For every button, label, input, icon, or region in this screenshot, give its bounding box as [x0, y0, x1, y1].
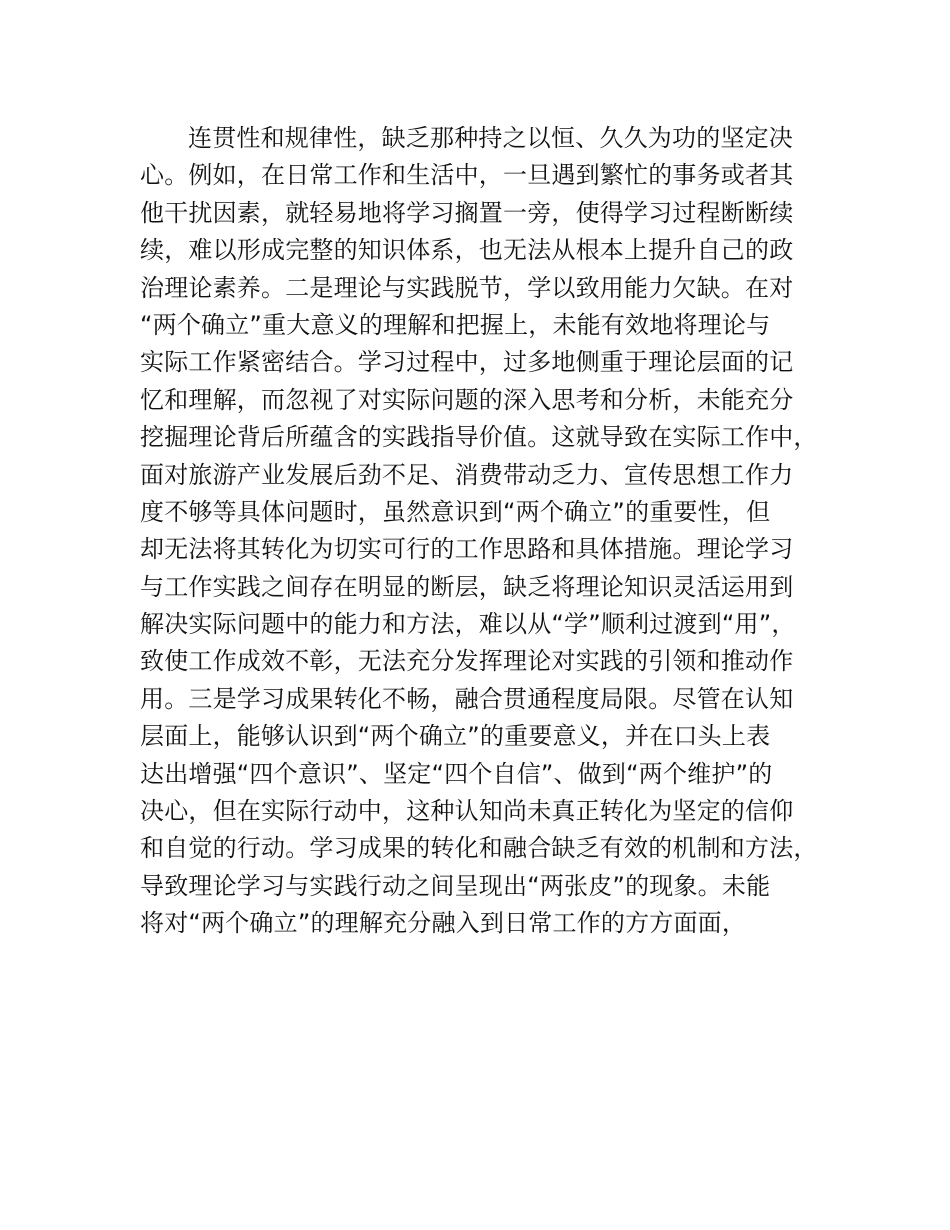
text-line: 导致理论学习与实践行动之间呈现出“两张皮”的现象。未能 — [140, 871, 771, 900]
text-line: 解决实际问题中的能力和方法，难以从“学”顺利过渡到“用”， — [140, 610, 796, 639]
text-line: 实际工作紧密结合。学习过程中，过多地侧重于理论层面的记 — [140, 348, 794, 377]
text-line: 治理论素养。二是理论与实践脱节，学以致用能力欠缺。在对 — [140, 273, 794, 302]
text-line: 和自觉的行动。学习成果的转化和融合缺乏有效的机制和方法， — [140, 834, 818, 863]
text-line: “两个确立”重大意义的理解和把握上，未能有效地将理论与 — [140, 310, 771, 339]
body-paragraph — [140, 120, 840, 943]
text-line: 却无法将其转化为切实可行的工作思路和具体措施。理论学习 — [140, 535, 794, 564]
text-line: 达出增强“四个意识”、坚定“四个自信”、做到“两个维护”的 — [140, 759, 773, 788]
text-line: 心。例如，在日常工作和生活中，一旦遇到繁忙的事务或者其 — [140, 161, 794, 190]
text-line: 度不够等具体问题时，虽然意识到“两个确立”的重要性，但 — [140, 497, 771, 526]
text-line: 忆和理解，而忽视了对实际问题的深入思考和分析，未能充分 — [140, 385, 794, 414]
text-line: 致使工作成效不彰，无法充分发挥理论对实践的引领和推动作 — [140, 647, 794, 676]
text-line: 面对旅游产业发展后劲不足、消费带动乏力、宣传思想工作力 — [140, 460, 794, 489]
text-line: 层面上，能够认识到“两个确立”的重要意义，并在口头上表 — [140, 722, 771, 751]
text-line: 决心，但在实际行动中，这种认知尚未真正转化为坚定的信仰 — [140, 797, 794, 826]
text-line: 与工作实践之间存在明显的断层，缺乏将理论知识灵活运用到 — [140, 572, 794, 601]
text-line: 连贯性和规律性，缺乏那种持之以恒、久久为功的坚定决 — [188, 124, 793, 152]
text-line: 他干扰因素，就轻易地将学习搁置一旁，使得学习过程断断续 — [140, 198, 794, 227]
text-line: 用。三是学习成果转化不畅，融合贯通程度局限。尽管在认知 — [140, 684, 794, 713]
text-line: 续，难以形成完整的知识体系，也无法从根本上提升自己的政 — [140, 236, 794, 265]
text-line: 挖掘理论背后所蕴含的实践指导价值。这就导致在实际工作中， — [140, 423, 818, 452]
text-line: 将对“两个确立”的理解充分融入到日常工作的方方面面， — [140, 909, 747, 938]
